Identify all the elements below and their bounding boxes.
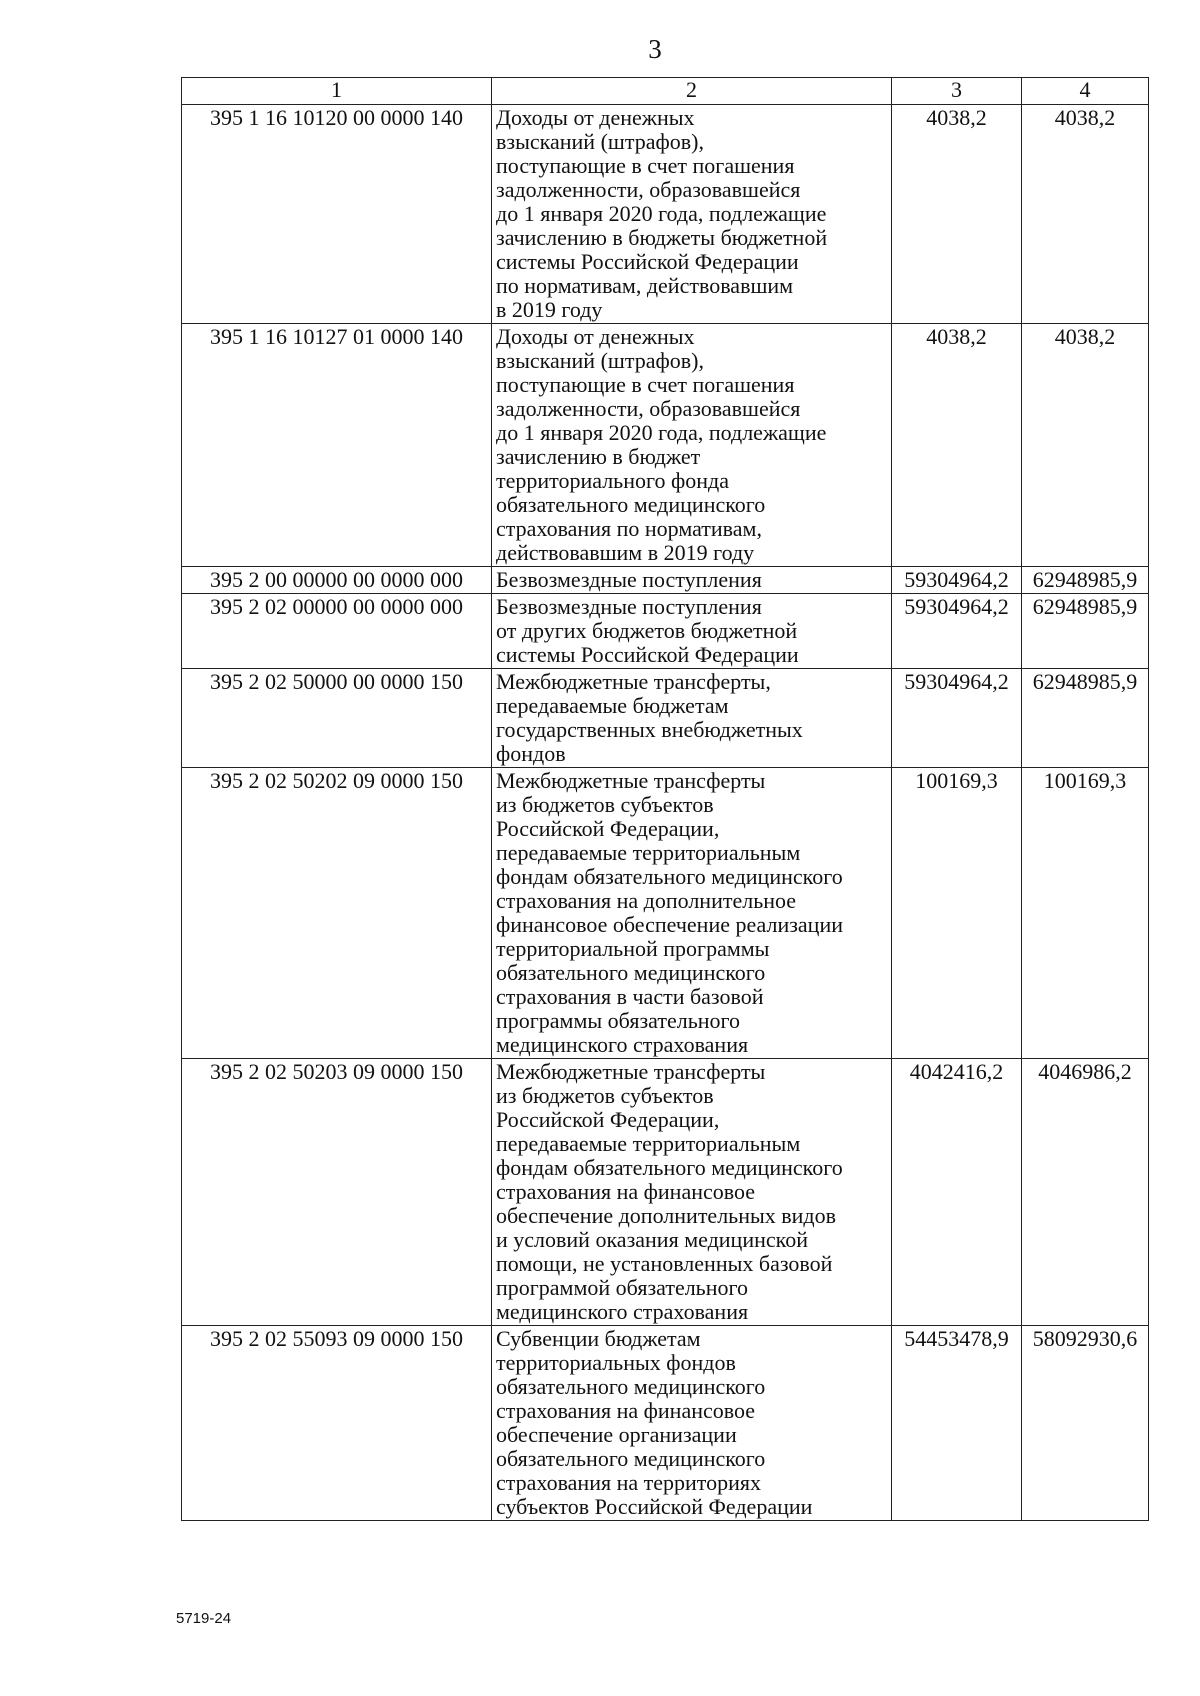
- table-row: [182, 669, 1149, 768]
- value-col4-cell: 62948985,9: [1022, 669, 1149, 768]
- page-number: 3: [648, 34, 662, 64]
- table-row: [182, 567, 1149, 594]
- value-col4-cell: 62948985,9: [1022, 567, 1149, 594]
- table-row: [182, 594, 1149, 669]
- budget-code-cell: 395 1 16 10120 00 0000 140: [182, 105, 492, 324]
- budget-code-cell: 395 2 02 50202 09 0000 150: [182, 768, 492, 1059]
- column-header-value-3: 3: [892, 78, 1022, 105]
- value-col4-cell: 100169,3: [1022, 768, 1149, 1059]
- budget-code-cell: 395 1 16 10127 01 0000 140: [182, 324, 492, 567]
- value-col3-cell: 100169,3: [892, 768, 1022, 1059]
- value-col4-cell: 4038,2: [1022, 324, 1149, 567]
- budget-code-cell: 395 2 00 00000 00 0000 000: [182, 567, 492, 594]
- column-header-description: 2: [492, 78, 892, 105]
- column-header-code: 1: [182, 78, 492, 105]
- value-col4-cell: 58092930,6: [1022, 1326, 1149, 1521]
- value-col3-cell: 4038,2: [892, 105, 1022, 324]
- value-col4-cell: 62948985,9: [1022, 594, 1149, 669]
- budget-code-cell: 395 2 02 00000 00 0000 000: [182, 594, 492, 669]
- table-row: [182, 768, 1149, 1059]
- description-cell: Безвозмездные поступления: [492, 567, 892, 594]
- description-cell: Безвозмездные поступления от других бюджетов бюджетной системы Российской Федерации: [492, 594, 892, 669]
- value-col3-cell: 59304964,2: [892, 567, 1022, 594]
- value-col3-cell: 4042416,2: [892, 1059, 1022, 1326]
- budget-table: [181, 77, 1149, 1521]
- value-col3-cell: 4038,2: [892, 324, 1022, 567]
- description-cell: Доходы от денежных взысканий (штрафов), поступающие в счет погашения задолженности, образовавшейся до 1 января 2020 года, подлежащие зачислению в бюджет территориального фонда обязательного медицинского страхования по нормативам, действовавшим в 2019 году: [492, 324, 892, 567]
- table-row: [182, 1326, 1149, 1521]
- description-cell: Субвенции бюджетам территориальных фондов обязательного медицинского страхования на финансовое обеспечение организации обязательного медицинского страхования на территориях субъектов Российской Федерации: [492, 1326, 892, 1521]
- description-cell: Межбюджетные трансферты из бюджетов субъектов Российской Федерации, передаваемые территориальным фондам обязательного медицинского страхования на финансовое обеспечение дополнительных видов и условий оказания медицинской помощи, не установленных базовой программой обязательного медицинского страхования: [492, 1059, 892, 1326]
- value-col4-cell: 4046986,2: [1022, 1059, 1149, 1326]
- table-row: [182, 1059, 1149, 1326]
- column-header-value-4: 4: [1022, 78, 1149, 105]
- table-row: [182, 324, 1149, 567]
- document-code: 5719-24: [176, 1610, 232, 1627]
- value-col3-cell: 59304964,2: [892, 669, 1022, 768]
- table-header-row: [182, 78, 1149, 105]
- description-cell: Межбюджетные трансферты из бюджетов субъектов Российской Федерации, передаваемые территориальным фондам обязательного медицинского страхования на дополнительное финансовое обеспечение реализации территориальной программы обязательного медицинского страхования в части базовой программы обязательного медицинского страхования: [492, 768, 892, 1059]
- value-col3-cell: 59304964,2: [892, 594, 1022, 669]
- description-cell: Доходы от денежных взысканий (штрафов), поступающие в счет погашения задолженности, образовавшейся до 1 января 2020 года, подлежащие зачислению в бюджеты бюджетной системы Российской Федерации по нормативам, действовавшим в 2019 году: [492, 105, 892, 324]
- value-col4-cell: 4038,2: [1022, 105, 1149, 324]
- table-row: [182, 105, 1149, 324]
- budget-code-cell: 395 2 02 55093 09 0000 150: [182, 1326, 492, 1521]
- budget-code-cell: 395 2 02 50203 09 0000 150: [182, 1059, 492, 1326]
- description-cell: Межбюджетные трансферты, передаваемые бюджетам государственных внебюджетных фондов: [492, 669, 892, 768]
- value-col3-cell: 54453478,9: [892, 1326, 1022, 1521]
- budget-code-cell: 395 2 02 50000 00 0000 150: [182, 669, 492, 768]
